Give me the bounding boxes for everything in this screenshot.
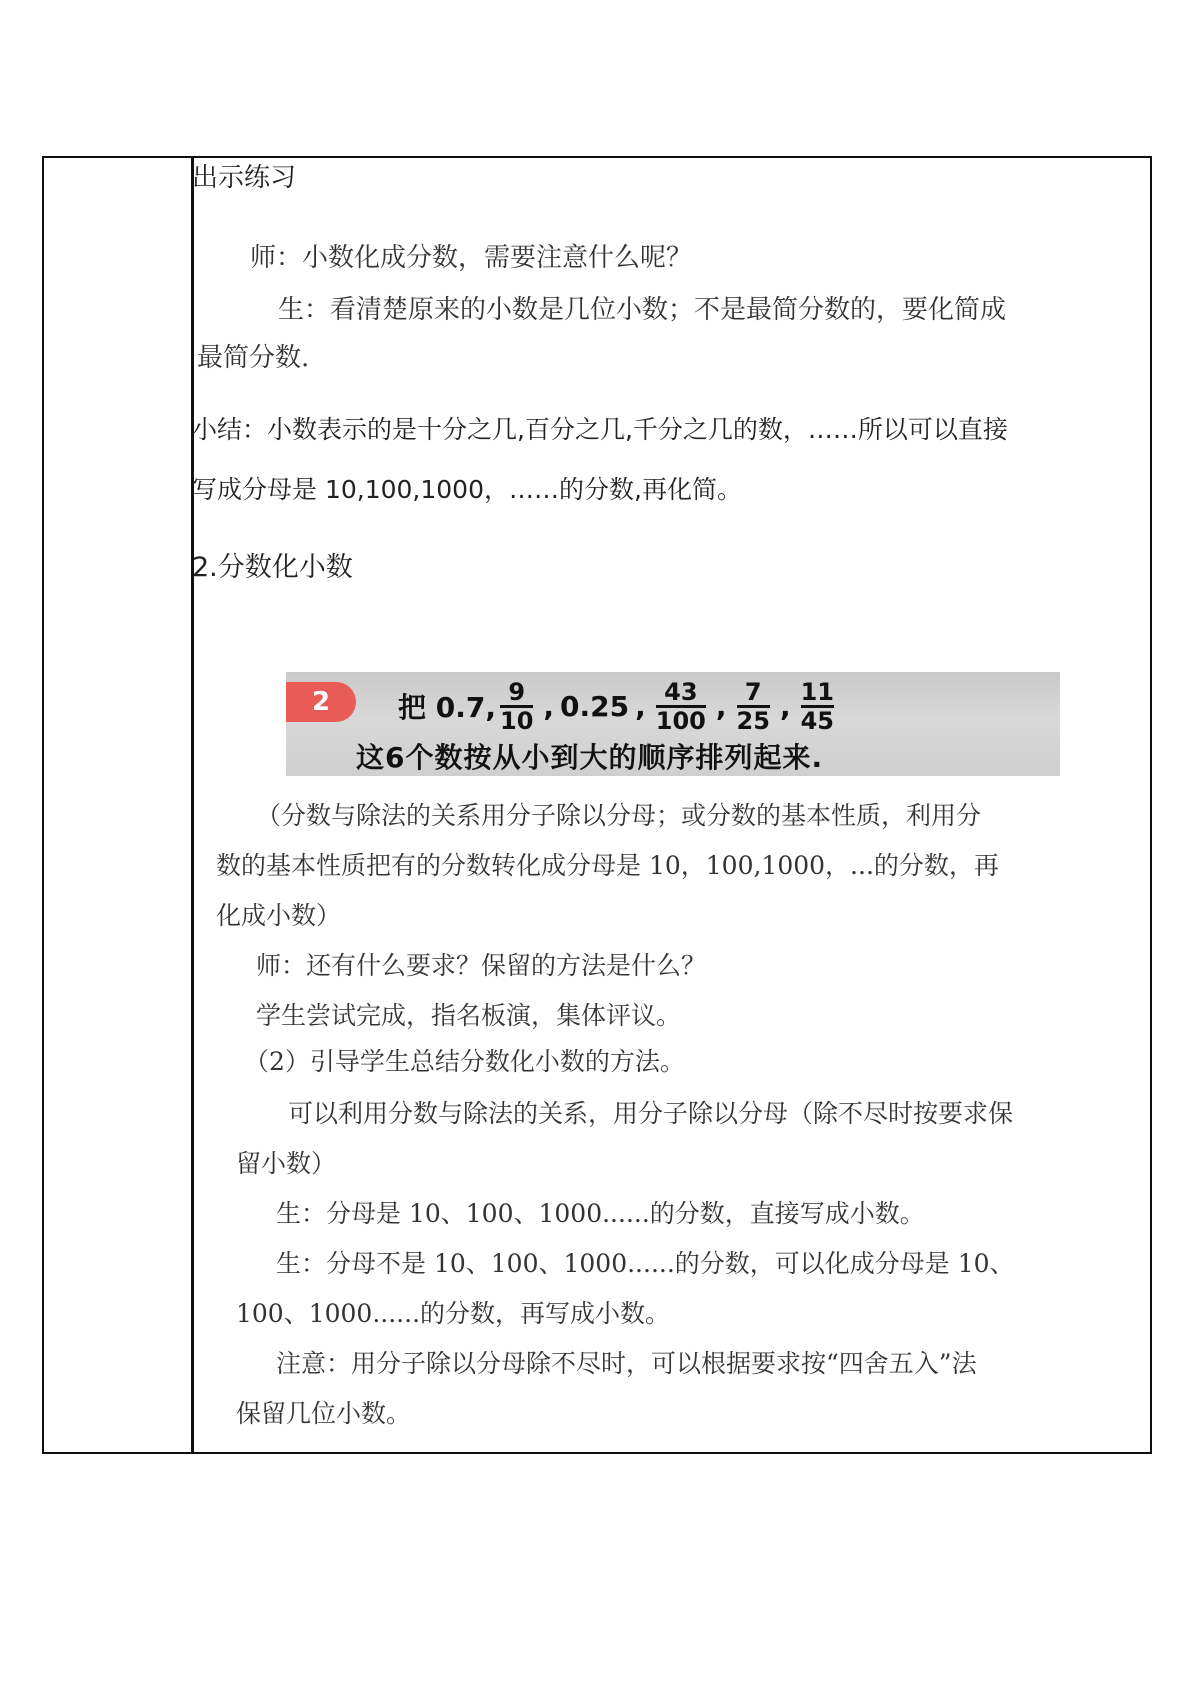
left-column-cell — [44, 158, 194, 1452]
fraction-7-25: $\frac{7}{25}$ — [736, 677, 770, 735]
exercise-instruction: 这6个数按从小到大的顺序排列起来. — [356, 741, 824, 774]
fraction-11-45: $\frac{11}{45}$ — [800, 677, 834, 735]
practice-heading: 出示练习 — [192, 163, 297, 193]
exercise-image — [286, 672, 1060, 776]
decimal-0-25: 0.25 — [560, 689, 630, 723]
student-answer-2: 生：分母是 10、100、1000......的分数，直接写成小数。 — [276, 1199, 925, 1228]
note-line-1: 注意：用分子除以分母除不尽时，可以根据要求按“四舍五入”法 — [276, 1349, 977, 1378]
student-answer-3-line-1: 生：分母不是 10、100、1000......的分数，可以化成分母是 10、 — [276, 1249, 1015, 1278]
summary-line-1: 小结：小数表示的是十分之几,百分之几,千分之几的数，……所以可以直接 — [192, 415, 1008, 444]
fraction-9-10: $\frac{9}{10}$ — [500, 677, 534, 735]
student-answer-1-line-1: 生：看清楚原来的小数是几位小数；不是最简分数的，要化简成 — [278, 295, 1007, 325]
method-line-1: 可以利用分数与除法的关系，用分子除以分母（除不尽时按要求保 — [288, 1099, 1014, 1128]
teacher-question-2: 师：还有什么要求？保留的方法是什么？ — [256, 951, 707, 980]
student-answer-3-line-2: 100、1000......的分数，再写成小数。 — [236, 1299, 671, 1328]
summary-line-2: 写成分母是 10,100,1000，……的分数,再化简。 — [192, 475, 742, 504]
student-answer-1-line-2: 最简分数. — [197, 343, 310, 373]
fraction-43-100: $\frac{43}{100}$ — [655, 677, 706, 735]
method-line-2: 留小数） — [236, 1149, 337, 1178]
section-2-title: 2.分数化小数 — [192, 552, 353, 583]
exercise-lead: 把 0.7, — [398, 691, 496, 724]
guide-step-2: （2）引导学生总结分数化小数的方法。 — [244, 1047, 685, 1076]
paragraph-1-line-1: （分数与除法的关系用分子除以分母；或分数的基本性质，利用分 — [256, 801, 982, 830]
paragraph-1-line-2: 数的基本性质把有的分数转化成分母是 10，100,1000，...的分数，再 — [216, 851, 999, 880]
exercise-number-badge: 2 — [286, 682, 356, 722]
teacher-question-1: 师：小数化成分数，需要注意什么呢？ — [250, 243, 693, 273]
paragraph-1-line-3: 化成小数） — [216, 901, 342, 930]
exercise-numbers-line: 把 0.7, $\frac{9}{10}$ , 0.25 , $\frac{43}{100}$ , $\frac{7}{25}$ , $\frac{11}{45}$ — [398, 677, 834, 735]
students-try: 学生尝试完成，指名板演，集体评议。 — [256, 1001, 682, 1030]
note-line-2: 保留几位小数。 — [236, 1399, 412, 1428]
